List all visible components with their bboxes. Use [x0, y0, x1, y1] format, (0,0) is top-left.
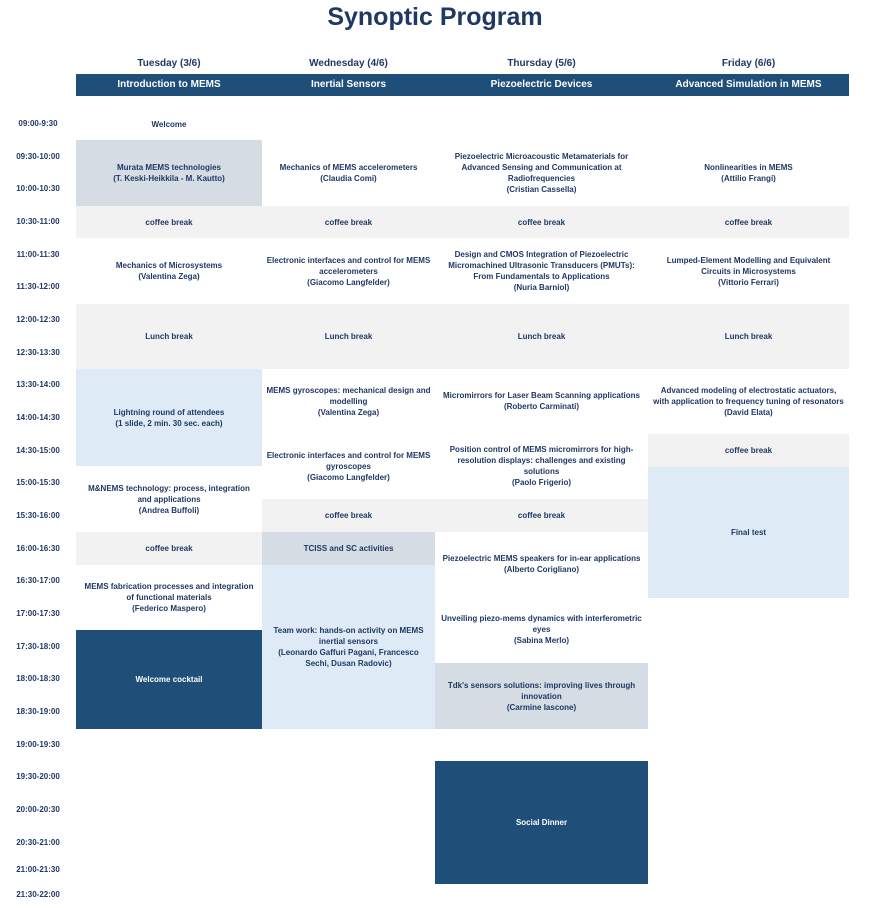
session-title: Mechanics of MEMS accelerometers	[279, 163, 418, 172]
time-label: 18:30-19:00	[16, 707, 60, 716]
time-label: 12:30-13:30	[16, 348, 60, 357]
session-title: Welcome cocktail	[135, 675, 203, 684]
coffee-break	[262, 206, 435, 238]
time-label: 19:30-20:00	[16, 772, 60, 781]
session-speaker: (Federico Maspero)	[132, 604, 206, 613]
time-label: 19:00-19:30	[16, 740, 60, 749]
theme-wednesday: Inertial Sensors	[262, 74, 435, 96]
theme-tuesday: Introduction to MEMS	[76, 74, 262, 96]
session-electronic-gyroscopes	[262, 433, 435, 499]
session-speaker: (Cristian Cassella)	[506, 185, 577, 194]
time-label: 20:30-21:00	[16, 838, 60, 847]
session-title: Lumped-Element Modelling and Equivalent Circuits in Microsystems	[666, 255, 831, 276]
session-title: Piezoelectric MEMS speakers for in-ear applications	[442, 554, 641, 563]
session-title: Final test	[730, 528, 767, 537]
session-title: Team work: hands-on activity on MEMS inertial sensors	[273, 626, 424, 646]
time-label: 16:00-16:30	[16, 544, 60, 553]
session-murata	[76, 140, 262, 206]
time-label: 11:30-12:00	[16, 282, 60, 291]
coffee-break	[262, 499, 435, 532]
session-speaker: (Andrea Buffoli)	[138, 505, 200, 515]
time-label: 12:00-12:30	[16, 315, 60, 324]
session-speaker: (Giacomo Langfelder)	[307, 277, 390, 287]
session-title: MEMS fabrication processes and integration of functional materials	[84, 582, 254, 602]
time-label: 21:30-22:00	[16, 890, 60, 899]
coffee-break	[435, 206, 648, 238]
session-mems-gyroscopes	[262, 369, 435, 433]
time-label: 09:30-10:00	[16, 152, 60, 161]
session-mems-speakers	[435, 532, 648, 596]
session-title: Welcome	[151, 119, 187, 129]
session-title: TCISS and SC activities	[303, 544, 394, 553]
session-title: Design and CMOS Integration of Piezoelectric Micromachined Ultrasonic Transducers (PMUTs): From Fundamentals to Applications	[448, 250, 635, 281]
theme-thursday: Piezoelectric Devices	[435, 74, 648, 96]
session-title: Lunch break	[724, 332, 773, 341]
time-label: 17:30-18:00	[16, 642, 60, 651]
coffee-break	[435, 499, 648, 532]
coffee-break	[76, 532, 262, 565]
session-speaker: (Leonardo Gaffuri Pagani, Francesco Sechi, Dusan Radovic)	[278, 648, 419, 668]
session-title: coffee break	[145, 544, 193, 553]
session-speaker: (Paolo Frigerio)	[511, 478, 572, 487]
session-title: MEMS gyroscopes: mechanical design and modelling	[266, 385, 431, 406]
session-title: coffee break	[324, 511, 373, 520]
day-header-friday: Friday (6/6)	[721, 58, 776, 69]
session-speaker: (Nuria Barniol)	[513, 283, 570, 292]
session-title: Unveiling piezo-mems dynamics with interferometric eyes	[441, 614, 642, 634]
day-header-tuesday: Tuesday (3/6)	[137, 58, 201, 69]
time-label: 10:00-10:30	[16, 184, 60, 193]
session-team-work	[262, 565, 435, 729]
session-title: Social Dinner	[515, 818, 568, 827]
session-title: M&NEMS technology: process, integration and applications	[88, 483, 250, 504]
session-speaker: (Roberto Carminati)	[503, 402, 580, 411]
welcome-cocktail	[76, 630, 262, 729]
time-label: 15:30-16:00	[16, 511, 60, 520]
time-label: 10:30-11:00	[16, 217, 60, 226]
session-speaker: (Sabina Merlo)	[513, 636, 570, 645]
session-electronic-accelerometers	[262, 238, 435, 304]
session-title: Electronic interfaces and control for MEMS gyroscopes	[266, 450, 431, 471]
time-label: 09:00-9:30	[18, 119, 58, 128]
coffee-break	[648, 434, 849, 467]
time-label: 17:00-17:30	[16, 609, 60, 618]
session-speaker: (Valentina Zega)	[138, 272, 200, 281]
session-title: Electronic interfaces and control for MEMS accelerometers	[266, 255, 431, 276]
session-speaker: (Vittorio Ferrari)	[718, 277, 779, 287]
time-label: 11:00-11:30	[16, 250, 60, 259]
session-mems-accelerometers	[262, 140, 435, 206]
session-title: coffee break	[145, 217, 193, 227]
session-speaker: (David Elata)	[724, 408, 773, 417]
time-label: 18:00-18:30	[16, 674, 60, 683]
session-speaker: (Carmine Iascone)	[506, 702, 577, 712]
session-title: coffee break	[724, 217, 773, 227]
session-fabrication	[76, 565, 262, 630]
session-interferometric	[435, 596, 648, 663]
session-nonlinearities	[648, 140, 849, 206]
session-speaker: (Attilio Frangi)	[721, 174, 776, 183]
session-title: Tdk's sensors solutions: improving lives through innovation	[447, 680, 636, 701]
session-tdk	[435, 663, 648, 729]
session-piezo-metamaterials	[435, 140, 648, 206]
session-title: coffee break	[517, 217, 566, 227]
session-lightning-round	[76, 369, 262, 466]
day-header-thursday: Thursday (5/6)	[507, 58, 576, 69]
time-label: 15:00-15:30	[16, 478, 60, 487]
session-title: coffee break	[517, 511, 566, 520]
page-title: Synoptic Program	[327, 3, 543, 31]
session-mechanics-microsystems	[76, 238, 262, 304]
session-title: coffee break	[324, 217, 373, 227]
theme-friday: Advanced Simulation in MEMS	[648, 74, 849, 96]
lunch-break	[435, 304, 648, 369]
time-label: 14:30-15:00	[16, 446, 60, 455]
day-header-wednesday: Wednesday (4/6)	[309, 58, 388, 69]
lunch-break	[648, 304, 849, 369]
session-title: Position control of MEMS micromirrors for high-resolution displays: challenges and existing solutions	[449, 445, 634, 476]
session-position-control	[435, 433, 648, 499]
session-lumped-element	[648, 238, 849, 304]
session-title: Mechanics of Microsystems	[115, 261, 223, 270]
time-label: 20:00-20:30	[16, 805, 60, 814]
session-tciss	[262, 532, 435, 565]
time-label: 21:00-21:30	[16, 865, 60, 874]
session-pmuts	[435, 238, 648, 304]
session-title: Lunch break	[145, 332, 193, 341]
session-micromirrors	[435, 369, 648, 433]
session-speaker: (Alberto Corigliano)	[503, 565, 580, 574]
social-dinner	[435, 761, 648, 884]
final-test	[648, 467, 849, 598]
time-label: 13:30-14:00	[16, 380, 60, 389]
session-title: Advanced modeling of electrostatic actuators, with application to frequency tuning of resonators	[653, 386, 844, 406]
time-label: 14:00-14:30	[16, 413, 60, 422]
session-title: Micromirrors for Laser Beam Scanning applications	[443, 391, 640, 400]
time-label: 16:30-17:00	[16, 576, 60, 585]
coffee-break	[76, 206, 262, 238]
session-speaker: (T. Keski-Heikkila - M. Kautto)	[113, 174, 225, 183]
session-mnems	[76, 466, 262, 532]
session-speaker: (Claudia Comi)	[320, 174, 377, 183]
coffee-break	[648, 206, 849, 238]
session-electrostatic-actuators	[648, 369, 849, 434]
session-title: coffee break	[724, 446, 773, 455]
session-title: Lunch break	[324, 332, 373, 341]
session-welcome	[76, 108, 262, 140]
session-title: Piezoelectric Microacoustic Metamaterials for Advanced Sensing and Communication at Radiofrequencies	[454, 152, 629, 183]
lunch-break	[76, 304, 262, 369]
session-title: Lightning round of attendees	[113, 407, 225, 417]
session-title: Nonlinearities in MEMS	[704, 163, 793, 172]
session-speaker: (1 slide, 2 min. 30 sec. each)	[115, 418, 223, 428]
session-speaker: (Valentina Zega)	[317, 407, 380, 417]
session-title: Lunch break	[517, 332, 566, 341]
session-speaker: (Giacomo Langfelder)	[307, 472, 390, 482]
session-title: Murata MEMS technologies	[116, 163, 221, 172]
lunch-break	[262, 304, 435, 369]
